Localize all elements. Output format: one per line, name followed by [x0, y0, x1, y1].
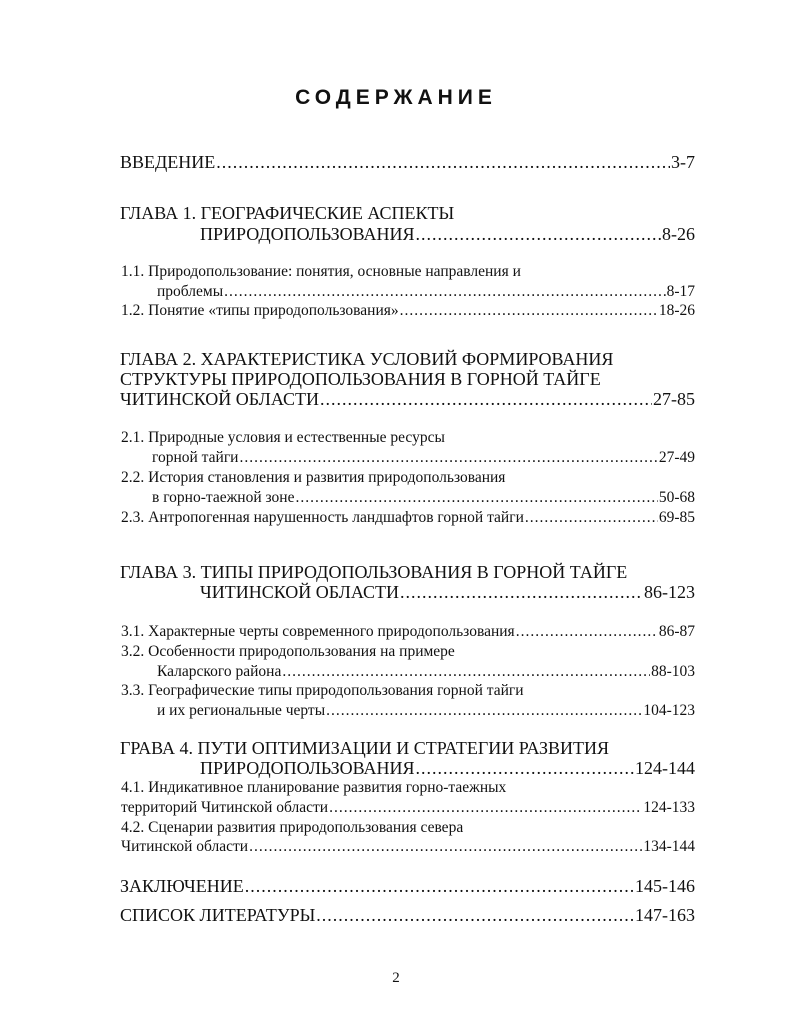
leader-dots	[224, 283, 665, 301]
toc-page-range: 8-17	[666, 283, 695, 300]
leader-dots	[295, 489, 657, 507]
toc-page-range: 145-146	[635, 876, 695, 896]
toc-page-range: 104-123	[643, 702, 695, 719]
page-title: СОДЕРЖАНИЕ	[295, 86, 497, 109]
toc-page-range: 27-49	[658, 449, 695, 466]
toc-entry-conclusion	[120, 876, 695, 897]
section-1-1-entry	[157, 283, 695, 301]
section-2-3-entry	[121, 509, 695, 527]
toc-entry-references	[120, 905, 695, 926]
leader-dots	[245, 876, 634, 897]
toc-page-range: 147-163	[635, 905, 695, 925]
leader-dots	[400, 582, 643, 603]
toc-entry-label: 3.1. Характерные черты современного природопользования	[121, 623, 515, 640]
leader-dots	[525, 509, 658, 527]
toc-entry-label: горной тайги	[152, 449, 239, 466]
toc-entry-label: ВВЕДЕНИЕ	[120, 152, 216, 172]
toc-entry-label: территорий Читинской области	[121, 799, 329, 816]
chapter-4-heading: ГРАВА 4. ПУТИ ОПТИМИЗАЦИИ И СТРАТЕГИИ РАЗВИТИЯ	[120, 738, 610, 758]
toc-entry-label: ЗАКЛЮЧЕНИЕ	[120, 876, 244, 896]
section-3-3-heading: 3.3. Географические типы природопользования горной тайги	[121, 682, 524, 699]
toc-page-range: 124-133	[643, 799, 695, 816]
section-3-1-entry	[121, 623, 695, 641]
section-2-2-heading: 2.2. История становления и развития природопользования	[121, 469, 506, 486]
chapter-4-entry	[200, 758, 695, 779]
toc-page-range: 86-87	[658, 623, 695, 640]
section-2-1-heading: 2.1. Природные условия и естественные ресурсы	[121, 429, 445, 446]
toc-entry-label: СПИСОК ЛИТЕРАТУРЫ	[120, 905, 316, 925]
section-1-1-heading: 1.1. Природопользование: понятия, основные направления и	[121, 263, 521, 280]
page-number: 2	[392, 970, 400, 986]
section-3-3-entry	[157, 702, 695, 720]
toc-page-range: 50-68	[658, 489, 695, 506]
toc-page-range: 27-85	[653, 389, 695, 409]
leader-dots	[415, 224, 661, 245]
toc-entry-label: Читинской области	[121, 838, 249, 855]
leader-dots	[415, 758, 634, 779]
section-3-2-heading: 3.2. Особенности природопользования на примере	[121, 643, 455, 660]
toc-page-range: 86-123	[644, 582, 695, 602]
section-2-2-entry	[152, 489, 695, 507]
chapter-3-entry	[200, 582, 695, 603]
chapter-1-heading: ГЛАВА 1. ГЕОГРАФИЧЕСКИЕ АСПЕКТЫ	[120, 203, 455, 223]
chapter-1-entry	[200, 224, 695, 245]
leader-dots	[282, 663, 650, 681]
leader-dots	[400, 302, 658, 320]
chapter-2-heading: ГЛАВА 2. ХАРАКТЕРИСТИКА УСЛОВИЙ ФОРМИРОВАНИЯ	[120, 349, 614, 369]
leader-dots	[249, 838, 642, 856]
leader-dots	[216, 152, 670, 173]
chapter-2-heading-line2: СТРУКТУРЫ ПРИРОДОПОЛЬЗОВАНИЯ В ГОРНОЙ ТАЙГЕ	[120, 369, 601, 389]
leader-dots	[516, 623, 658, 641]
toc-entry-label: проблемы	[157, 283, 224, 300]
toc-entry-label: в горно-таежной зоне	[152, 489, 295, 506]
chapter-3-heading: ГЛАВА 3. ТИПЫ ПРИРОДОПОЛЬЗОВАНИЯ В ГОРНОЙ ТАЙГЕ	[120, 562, 628, 582]
toc-page-range: 134-144	[643, 838, 695, 855]
section-4-1-entry	[121, 799, 695, 817]
section-4-2-entry	[121, 838, 695, 856]
toc-entry-label: 2.3. Антропогенная нарушенность ландшафтов горной тайги	[121, 509, 524, 526]
toc-entry-label: ЧИТИНСКОЙ ОБЛАСТИ	[120, 389, 319, 409]
toc-entry-label: Каларского района	[157, 663, 282, 680]
toc-page-range: 3-7	[671, 152, 695, 172]
section-4-1-heading: 4.1. Индикативное планирование развития горно-таежных	[121, 779, 507, 796]
chapter-2-entry	[120, 389, 695, 410]
toc-page-range: 88-103	[651, 663, 695, 680]
section-3-2-entry	[157, 663, 695, 681]
leader-dots	[329, 799, 642, 817]
toc-entry-label: ПРИРОДОПОЛЬЗОВАНИЯ	[200, 758, 415, 778]
leader-dots	[320, 389, 652, 410]
toc-page-range: 18-26	[658, 302, 695, 319]
toc-entry-label: ЧИТИНСКОЙ ОБЛАСТИ	[200, 582, 399, 602]
toc-entry-label: и их региональные черты	[157, 702, 326, 719]
toc-page-range: 8-26	[662, 224, 695, 244]
section-4-2-heading: 4.2. Сценарии развития природопользования севера	[121, 819, 464, 836]
toc-page-range: 124-144	[635, 758, 695, 778]
toc-entry-label: 1.2. Понятие «типы природопользования»	[121, 302, 399, 319]
toc-entry-intro	[120, 152, 695, 173]
leader-dots	[239, 449, 657, 467]
section-1-2-entry	[121, 302, 695, 320]
leader-dots	[326, 702, 642, 720]
toc-page-range: 69-85	[658, 509, 695, 526]
section-2-1-entry	[152, 449, 695, 467]
toc-entry-label: ПРИРОДОПОЛЬЗОВАНИЯ	[200, 224, 415, 244]
leader-dots	[316, 905, 634, 926]
